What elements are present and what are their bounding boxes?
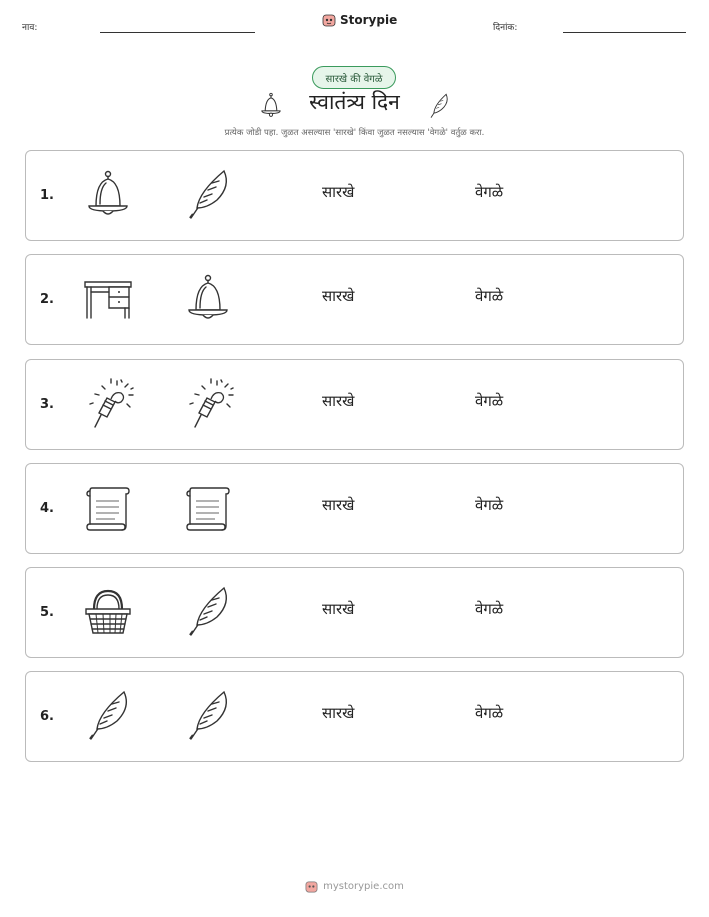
different-option[interactable]: वेगळे bbox=[475, 287, 504, 305]
feather-icon bbox=[181, 585, 235, 639]
date-line[interactable] bbox=[563, 32, 686, 33]
basket-icon bbox=[81, 585, 135, 639]
scroll-icon bbox=[181, 481, 235, 535]
question-row-6 bbox=[25, 671, 684, 762]
page-title: स्वातंत्र्य दिन bbox=[309, 90, 400, 114]
question-number: 1. bbox=[40, 188, 54, 203]
feather-icon bbox=[181, 689, 235, 743]
same-option[interactable]: सारखे bbox=[322, 704, 355, 722]
same-option[interactable]: सारखे bbox=[322, 392, 355, 410]
feather-icon bbox=[81, 689, 135, 743]
question-number: 4. bbox=[40, 501, 54, 516]
question-row-4 bbox=[25, 463, 684, 554]
question-number: 5. bbox=[40, 605, 54, 620]
scroll-icon bbox=[81, 481, 135, 535]
firework-icon bbox=[81, 377, 135, 431]
question-number: 6. bbox=[40, 709, 54, 724]
bell-icon bbox=[181, 272, 235, 326]
bell-icon bbox=[258, 92, 284, 122]
worksheet-type-badge: सारखे की वेगळे bbox=[312, 66, 396, 89]
same-option[interactable]: सारखे bbox=[322, 183, 355, 201]
different-option[interactable]: वेगळे bbox=[475, 183, 504, 201]
storypie-logo-icon bbox=[322, 13, 336, 27]
name-line[interactable] bbox=[100, 32, 255, 33]
footer bbox=[0, 880, 709, 893]
different-option[interactable]: वेगळे bbox=[475, 600, 504, 618]
different-option[interactable]: वेगळे bbox=[475, 392, 504, 410]
different-option[interactable]: वेगळे bbox=[475, 496, 504, 514]
firework-icon bbox=[181, 377, 235, 431]
question-row-5 bbox=[25, 567, 684, 658]
bell-icon bbox=[81, 168, 135, 222]
instructions: प्रत्येक जोडी पहा. जुळत असल्यास 'सारखे' किंवा जुळत नसल्यास 'वेगळे' वर्तुळ करा. bbox=[224, 128, 485, 138]
storypie-logo-icon bbox=[305, 880, 318, 893]
question-number: 2. bbox=[40, 292, 54, 307]
desk-icon bbox=[81, 272, 135, 326]
feather-icon bbox=[181, 168, 235, 222]
feather-icon bbox=[426, 92, 450, 124]
brand-name: Storypie bbox=[340, 13, 398, 27]
question-row-3 bbox=[25, 359, 684, 450]
date-label: दिनांक: bbox=[493, 23, 518, 33]
brand bbox=[322, 13, 397, 27]
question-row-1 bbox=[25, 150, 684, 241]
different-option[interactable]: वेगळे bbox=[475, 704, 504, 722]
footer-url[interactable]: mystorypie.com bbox=[323, 881, 404, 892]
name-label: नाव: bbox=[22, 23, 38, 33]
same-option[interactable]: सारखे bbox=[322, 287, 355, 305]
same-option[interactable]: सारखे bbox=[322, 600, 355, 618]
question-row-2 bbox=[25, 254, 684, 345]
same-option[interactable]: सारखे bbox=[322, 496, 355, 514]
question-number: 3. bbox=[40, 397, 54, 412]
